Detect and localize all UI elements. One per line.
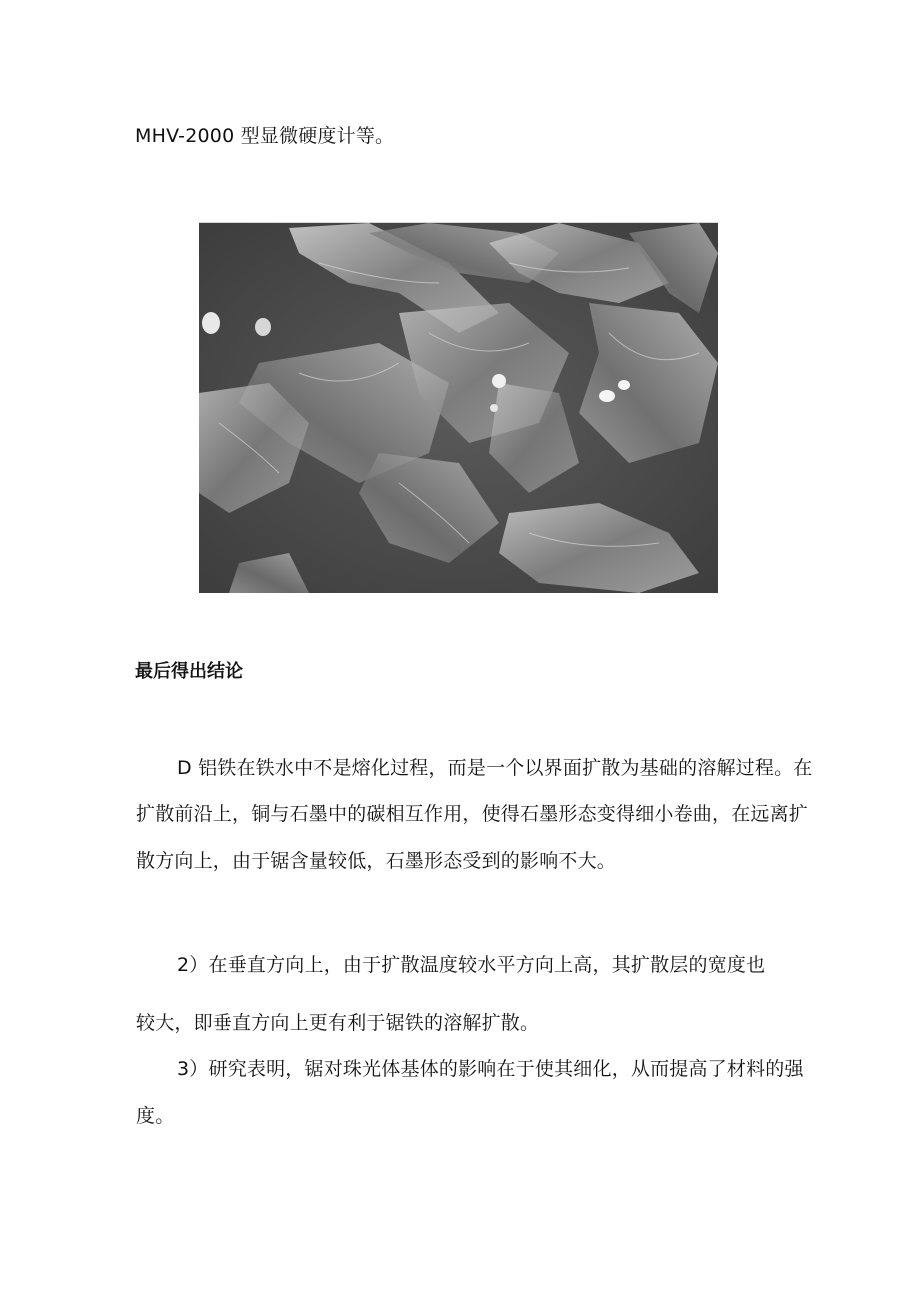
paragraph3-line1: 3）研究表明，锯对珠光体基体的影响在于使其细化，从而提高了材料的强 [177, 1058, 804, 1080]
paragraph1-line2: 扩散前沿上，铜与石墨中的碳相互作用，使得石墨形态变得细小卷曲，在远离扩 [136, 803, 809, 825]
intro-text: MHV-2000 型显微硬度计等。 [135, 125, 395, 147]
paragraph1-line1: D 铝铁在铁水中不是熔化过程，而是一个以界面扩散为基础的溶解过程。在 [177, 757, 813, 779]
paragraph2-line2: 较大，即垂直方向上更有利于锯铁的溶解扩散。 [136, 1012, 540, 1034]
paragraph2-line1: 2）在垂直方向上，由于扩散温度较水平方向上高，其扩散层的宽度也 [177, 954, 766, 976]
section-heading: 最后得出结论 [135, 661, 243, 682]
paragraph1-line3: 散方向上，由于锯含量较低，石墨形态受到的影响不大。 [136, 850, 617, 872]
paragraph3-line2: 度。 [136, 1105, 175, 1127]
sem-micrograph-graphic [199, 223, 718, 593]
sem-micrograph-image [199, 222, 718, 593]
